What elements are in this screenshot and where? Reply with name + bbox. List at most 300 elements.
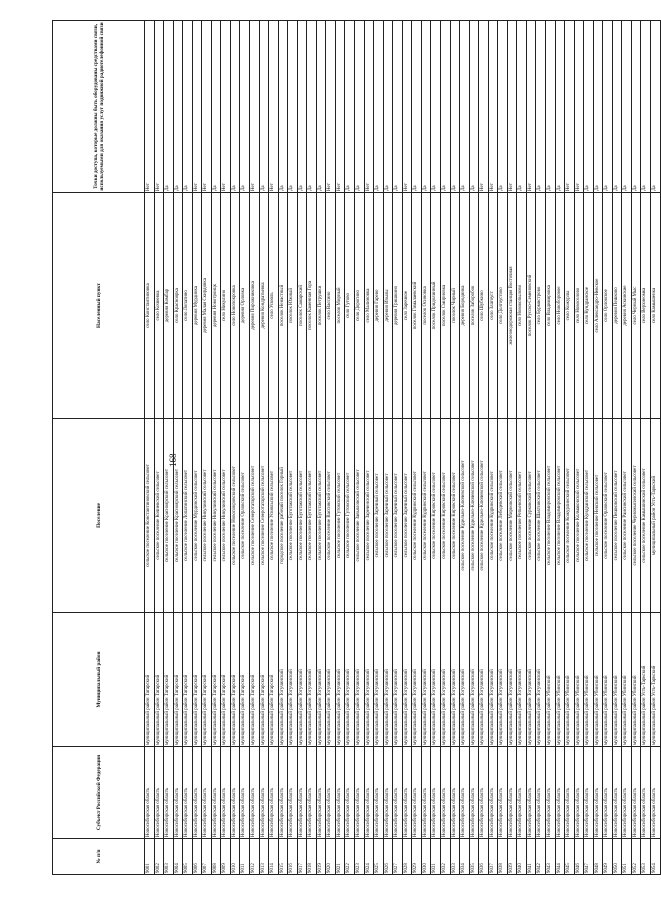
table-row bbox=[460, 21, 470, 875]
table-row bbox=[536, 21, 546, 875]
cell-subject: Новосибирская область bbox=[574, 747, 584, 839]
cell-locality: село Ускюль bbox=[269, 193, 279, 419]
cell-municipal: муниципальный район Убинский bbox=[555, 613, 565, 747]
cell-num: 9007 bbox=[202, 839, 212, 875]
cell-num: 9034 bbox=[460, 839, 470, 875]
table-row bbox=[278, 21, 288, 875]
cell-num: 9008 bbox=[211, 839, 221, 875]
cell-subject: Новосибирская область bbox=[479, 747, 489, 839]
cell-locality: село Красноярка bbox=[173, 193, 183, 419]
cell-locality: железнодорожная станция Восточная bbox=[507, 193, 517, 419]
cell-num: 9047 bbox=[584, 839, 594, 875]
cell-num: 9029 bbox=[412, 839, 422, 875]
table-row bbox=[469, 21, 479, 875]
cell-settlement: сельское поселение Новопокровский сельсовет bbox=[230, 419, 240, 613]
cell-municipal: муниципальный район Татарский bbox=[202, 613, 212, 747]
cell-subject: Новосибирская область bbox=[565, 747, 575, 839]
cell-subject: Новосибирская область bbox=[364, 747, 374, 839]
cell-settlement: сельское поселение Кудринский сельсовет bbox=[421, 419, 431, 613]
cell-answer: Нет bbox=[202, 21, 212, 193]
cell-settlement: сельское поселение Камышинский сельсовет bbox=[641, 419, 651, 613]
table-row bbox=[650, 21, 660, 875]
cell-answer: Нет bbox=[479, 21, 489, 193]
cell-settlement: сельское поселение Кировский сельсовет bbox=[440, 419, 450, 613]
cell-subject: Новосибирская область bbox=[545, 747, 555, 839]
cell-settlement: сельское поселение Сурковский сельсовет bbox=[526, 419, 536, 613]
table-row bbox=[259, 21, 269, 875]
cell-settlement: сельское поселение Зареченский сельсовет bbox=[364, 419, 374, 613]
cell-answer: Да bbox=[307, 21, 317, 193]
cell-locality: село Кочневка bbox=[154, 193, 164, 419]
cell-num: 9025 bbox=[374, 839, 384, 875]
cell-settlement: сельское поселение Кундранский сельсовет bbox=[584, 419, 594, 613]
cell-locality: село Кожурлы bbox=[565, 193, 575, 419]
cell-locality: село Златоуст bbox=[488, 193, 498, 419]
table-row bbox=[355, 21, 365, 875]
cell-locality: село Новопокровка bbox=[230, 193, 240, 419]
cell-answer: Да bbox=[164, 21, 174, 193]
cell-answer: Да bbox=[259, 21, 269, 193]
cell-locality: деревня Малая Скирдянка bbox=[202, 193, 212, 419]
table-row bbox=[612, 21, 622, 875]
cell-municipal: муниципальный район Татарский bbox=[269, 613, 279, 747]
cell-settlement: сельское поселение Владимировский сельсовет bbox=[555, 419, 565, 613]
cell-locality: село Новокопылово bbox=[517, 193, 527, 419]
cell-municipal: муниципальный район Убинский bbox=[584, 613, 594, 747]
cell-subject: Новосибирская область bbox=[288, 747, 298, 839]
cell-settlement: сельское поселение Буготакский сельсовет bbox=[316, 419, 326, 613]
cell-answer: Да bbox=[603, 21, 613, 193]
cell-num: 9053 bbox=[641, 839, 651, 875]
cell-num: 9009 bbox=[221, 839, 231, 875]
cell-num: 9013 bbox=[259, 839, 269, 875]
header-row bbox=[53, 21, 145, 875]
cell-municipal: муниципальный район Усть-Таркский bbox=[650, 613, 660, 747]
cell-answer: Да bbox=[240, 21, 250, 193]
cell-num: 9003 bbox=[164, 839, 174, 875]
cell-locality: поселок Самарский bbox=[297, 193, 307, 419]
cell-locality: село Малиновка bbox=[364, 193, 374, 419]
cell-locality: село Гутово bbox=[345, 193, 355, 419]
cell-locality: поселок Придолинный bbox=[431, 193, 441, 419]
cell-locality: деревня Пешково bbox=[612, 193, 622, 419]
table-row bbox=[269, 21, 279, 875]
cell-municipal: муниципальный район Тогучинский bbox=[297, 613, 307, 747]
cell-num: 9042 bbox=[536, 839, 546, 875]
cell-locality: деревня Гарево bbox=[374, 193, 384, 419]
cell-answer: Да bbox=[355, 21, 365, 193]
table-row bbox=[364, 21, 374, 875]
cell-answer: Нет bbox=[565, 21, 575, 193]
cell-locality: село Долгоустово bbox=[498, 193, 508, 419]
cell-settlement: сельское поселение Кудельно-Ключевской сельсовет bbox=[469, 419, 479, 613]
cell-subject: Новосибирская область bbox=[183, 747, 193, 839]
table-row bbox=[517, 21, 527, 875]
table-row bbox=[622, 21, 632, 875]
cell-locality: село Бурмистрово bbox=[536, 193, 546, 419]
cell-answer: Да bbox=[612, 21, 622, 193]
table-row bbox=[154, 21, 164, 875]
cell-municipal: муниципальный район Тогучинский bbox=[307, 613, 317, 747]
cell-answer: Да bbox=[517, 21, 527, 193]
cell-municipal: муниципальный район Тогучинский bbox=[374, 613, 384, 747]
cell-num: 9012 bbox=[250, 839, 260, 875]
table-row bbox=[450, 21, 460, 875]
cell-subject: Новосибирская область bbox=[374, 747, 384, 839]
cell-locality: село Орловское bbox=[603, 193, 613, 419]
cell-municipal: муниципальный район Тогучинский bbox=[526, 613, 536, 747]
cell-subject: Новосибирская область bbox=[211, 747, 221, 839]
cell-answer: Да bbox=[650, 21, 660, 193]
cell-answer: Да bbox=[421, 21, 431, 193]
cell-num: 9011 bbox=[240, 839, 250, 875]
table-row bbox=[565, 21, 575, 875]
cell-answer: Да bbox=[393, 21, 403, 193]
cell-subject: Новосибирская область bbox=[316, 747, 326, 839]
table-row bbox=[631, 21, 641, 875]
cell-num: 9010 bbox=[230, 839, 240, 875]
cell-municipal: муниципальный район Тогучинский bbox=[412, 613, 422, 747]
cell-subject: Новосибирская область bbox=[555, 747, 565, 839]
cell-municipal: муниципальный район Татарский bbox=[145, 613, 155, 747]
cell-subject: Новосибирская область bbox=[307, 747, 317, 839]
cell-subject: Новосибирская область bbox=[383, 747, 393, 839]
cell-settlement: сельское поселение Никулинский сельсовет bbox=[221, 419, 231, 613]
cell-settlement: сельское поселение Гутовский сельсовет bbox=[335, 419, 345, 613]
cell-locality: село Кундранское bbox=[584, 193, 594, 419]
cell-locality: поселок Смирновка bbox=[440, 193, 450, 419]
cell-locality: деревня Кондратьевка bbox=[259, 193, 269, 419]
cell-num: 9022 bbox=[345, 839, 355, 875]
cell-answer: Нет bbox=[574, 21, 584, 193]
cell-municipal: муниципальный район Татарский bbox=[173, 613, 183, 747]
cell-subject: Новосибирская область bbox=[230, 747, 240, 839]
cell-locality: поселок Южный bbox=[288, 193, 298, 419]
cell-num: 9039 bbox=[507, 839, 517, 875]
cell-answer: Да bbox=[622, 21, 632, 193]
cell-settlement: сельское поселение Репьевский сельсовет bbox=[517, 419, 527, 613]
cell-municipal: муниципальный район Тогучинский bbox=[393, 613, 403, 747]
cell-num: 9014 bbox=[269, 839, 279, 875]
cell-answer: Да bbox=[469, 21, 479, 193]
cell-num: 9040 bbox=[517, 839, 527, 875]
table-row bbox=[507, 21, 517, 875]
cell-locality: село Александро-Невское bbox=[593, 193, 603, 419]
cell-subject: Новосибирская область bbox=[469, 747, 479, 839]
cell-answer: Да bbox=[641, 21, 651, 193]
cell-municipal: муниципальный район Тогучинский bbox=[345, 613, 355, 747]
cell-settlement: сельское поселение Раисинский сельсовет bbox=[622, 419, 632, 613]
cell-municipal: муниципальный район Тогучинский bbox=[355, 613, 365, 747]
cell-num: 9017 bbox=[297, 839, 307, 875]
cell-municipal: муниципальный район Татарский bbox=[240, 613, 250, 747]
cell-municipal: муниципальный район Тогучинский bbox=[431, 613, 441, 747]
cell-municipal: муниципальный район Убинский bbox=[612, 613, 622, 747]
table-row bbox=[211, 21, 221, 875]
cell-locality: поселок Русско-Семеновский bbox=[526, 193, 536, 419]
cell-settlement: сельское поселение Орловский сельсовет bbox=[603, 419, 613, 613]
cell-num: 9048 bbox=[593, 839, 603, 875]
cell-municipal: муниципальный район Убинский bbox=[593, 613, 603, 747]
cell-subject: Новосибирская область bbox=[612, 747, 622, 839]
table-row bbox=[584, 21, 594, 875]
cell-answer: Нет bbox=[250, 21, 260, 193]
cell-num: 9041 bbox=[526, 839, 536, 875]
cell-subject: Новосибирская область bbox=[335, 747, 345, 839]
cell-answer: Да bbox=[584, 21, 594, 193]
cell-num: 9018 bbox=[307, 839, 317, 875]
cell-answer: Да bbox=[211, 21, 221, 193]
cell-num: 9030 bbox=[421, 839, 431, 875]
cell-locality: поселок Заборобок bbox=[469, 193, 479, 419]
settlements-table bbox=[52, 20, 661, 875]
cell-answer: Нет bbox=[364, 21, 374, 193]
cell-settlement: сельское поселение Гутовский сельсовет bbox=[345, 419, 355, 613]
table-row bbox=[593, 21, 603, 875]
cell-num: 9019 bbox=[316, 839, 326, 875]
cell-settlement: сельское поселение Мирновский сельсовет bbox=[507, 419, 517, 613]
table-header bbox=[53, 21, 145, 875]
header-locality: Населенный пункт bbox=[53, 193, 145, 419]
table-row bbox=[288, 21, 298, 875]
cell-answer: Да bbox=[173, 21, 183, 193]
cell-num: 9028 bbox=[402, 839, 412, 875]
cell-num: 9015 bbox=[278, 839, 288, 875]
cell-answer: Да bbox=[631, 21, 641, 193]
cell-locality: село Шубкино bbox=[479, 193, 489, 419]
cell-answer: Да bbox=[431, 21, 441, 193]
cell-num: 9037 bbox=[488, 839, 498, 875]
cell-settlement: сельское поселение Лебедевский сельсовет bbox=[498, 419, 508, 613]
cell-answer: Нет bbox=[221, 21, 231, 193]
cell-answer: Да bbox=[412, 21, 422, 193]
cell-subject: Новосибирская область bbox=[650, 747, 660, 839]
cell-settlement: сельское поселение Заречный сельсовет bbox=[374, 419, 384, 613]
cell-municipal: муниципальный район Усть-Таркский bbox=[641, 613, 651, 747]
table-row bbox=[297, 21, 307, 875]
cell-locality: деревня Мурдинка bbox=[192, 193, 202, 419]
cell-settlement: сельское поселение Завьяловский сельсовет bbox=[355, 419, 365, 613]
table-row bbox=[498, 21, 508, 875]
cell-settlement: сельское поселение Кожурлинский сельсовет bbox=[565, 419, 575, 613]
cell-num: 9045 bbox=[565, 839, 575, 875]
cell-settlement: сельское поселение Никулинский сельсовет bbox=[202, 419, 212, 613]
cell-answer: Да bbox=[230, 21, 240, 193]
cell-subject: Новосибирская область bbox=[355, 747, 365, 839]
cell-settlement: сельское поселение Невский сельсовет bbox=[593, 419, 603, 613]
cell-subject: Новосибирская область bbox=[240, 747, 250, 839]
cell-num: 9043 bbox=[545, 839, 555, 875]
cell-subject: Новосибирская область bbox=[517, 747, 527, 839]
cell-subject: Новосибирская область bbox=[164, 747, 174, 839]
table-row bbox=[393, 21, 403, 875]
cell-locality: село Дорогино bbox=[355, 193, 365, 419]
cell-subject: Новосибирская область bbox=[450, 747, 460, 839]
cell-municipal: муниципальный район Тогучинский bbox=[498, 613, 508, 747]
cell-subject: Новосибирская область bbox=[488, 747, 498, 839]
cell-municipal: муниципальный район Тогучинский bbox=[460, 613, 470, 747]
cell-num: 9026 bbox=[383, 839, 393, 875]
cell-locality: село Константиновка bbox=[145, 193, 155, 419]
cell-municipal: муниципальный район Татарский bbox=[154, 613, 164, 747]
table-row bbox=[402, 21, 412, 875]
table-row bbox=[183, 21, 193, 875]
cell-answer: Да bbox=[440, 21, 450, 193]
cell-answer: Да bbox=[498, 21, 508, 193]
cell-locality: село Новоборовое bbox=[555, 193, 565, 419]
cell-locality: поселок Ненастный bbox=[278, 193, 288, 419]
cell-subject: Новосибирская область bbox=[431, 747, 441, 839]
cell-municipal: муниципальный район Тогучинский bbox=[383, 613, 393, 747]
cell-answer: Да bbox=[278, 21, 288, 193]
cell-subject: Новосибирская область bbox=[641, 747, 651, 839]
cell-subject: Новосибирская область bbox=[250, 747, 260, 839]
cell-answer: Нет bbox=[326, 21, 336, 193]
cell-subject: Новосибирская область bbox=[192, 747, 202, 839]
cell-settlement: сельское поселение Северотатарский сельсовет bbox=[250, 419, 260, 613]
cell-locality: село Верхнеомка bbox=[641, 193, 651, 419]
table-row bbox=[221, 21, 231, 875]
cell-subject: Новосибирская область bbox=[259, 747, 269, 839]
cell-settlement: сельское поселение Кудринский сельсовет bbox=[488, 419, 498, 613]
cell-subject: Новосибирская область bbox=[145, 747, 155, 839]
cell-num: 9023 bbox=[355, 839, 365, 875]
cell-answer: Да bbox=[545, 21, 555, 193]
cell-answer: Нет bbox=[269, 21, 279, 193]
cell-answer: Нет bbox=[145, 21, 155, 193]
cell-subject: Новосибирская область bbox=[584, 747, 594, 839]
cell-municipal: муниципальный район Татарский bbox=[164, 613, 174, 747]
table-row bbox=[240, 21, 250, 875]
cell-num: 9046 bbox=[574, 839, 584, 875]
cell-locality: село Черный Мыс bbox=[631, 193, 641, 419]
cell-answer: Да bbox=[450, 21, 460, 193]
table-row bbox=[440, 21, 450, 875]
cell-subject: Новосибирская область bbox=[326, 747, 336, 839]
cell-municipal: муниципальный район Тогучинский bbox=[278, 613, 288, 747]
cell-municipal: муниципальный район Тогучинский bbox=[316, 613, 326, 747]
cell-municipal: муниципальный район Тогучинский bbox=[536, 613, 546, 747]
header-subject: Субъект Российской Федерации bbox=[53, 747, 145, 839]
cell-num: 9052 bbox=[631, 839, 641, 875]
cell-num: 9032 bbox=[440, 839, 450, 875]
cell-num: 9050 bbox=[612, 839, 622, 875]
cell-subject: Новосибирская область bbox=[269, 747, 279, 839]
cell-settlement: муниципальный район Усть-Таркский bbox=[650, 419, 660, 613]
cell-locality: поселок Гималаевский bbox=[412, 193, 422, 419]
cell-subject: Новосибирская область bbox=[154, 747, 164, 839]
cell-subject: Новосибирская область bbox=[173, 747, 183, 839]
cell-num: 9031 bbox=[431, 839, 441, 875]
cell-settlement: сельское поселение Колмаковский сельсовет bbox=[574, 419, 584, 613]
cell-num: 9054 bbox=[650, 839, 660, 875]
cell-settlement: сельское поселение Заречный сельсовет bbox=[393, 419, 403, 613]
table-row bbox=[145, 21, 155, 875]
cell-locality: деревня Орловка bbox=[240, 193, 250, 419]
cell-locality: поселок Мирный bbox=[335, 193, 345, 419]
cell-municipal: муниципальный район Татарский bbox=[192, 613, 202, 747]
cell-municipal: муниципальный район Тогучинский bbox=[288, 613, 298, 747]
cell-locality: село Заречное bbox=[402, 193, 412, 419]
cell-answer: Да bbox=[288, 21, 298, 193]
cell-municipal: муниципальный район Татарский bbox=[250, 613, 260, 747]
table-row bbox=[202, 21, 212, 875]
table-body bbox=[145, 21, 661, 875]
cell-subject: Новосибирская область bbox=[412, 747, 422, 839]
header-municipal: Муниципальный район bbox=[53, 613, 145, 747]
cell-locality: село Лопатино bbox=[183, 193, 193, 419]
cell-num: 9036 bbox=[479, 839, 489, 875]
table-row bbox=[345, 21, 355, 875]
table-row bbox=[230, 21, 240, 875]
cell-settlement: сельское поселение Буготакский сельсовет bbox=[297, 419, 307, 613]
cell-settlement: сельское поселение Буготакский сельсовет bbox=[288, 419, 298, 613]
cell-subject: Новосибирская область bbox=[593, 747, 603, 839]
cell-subject: Новосибирская область bbox=[603, 747, 613, 839]
cell-subject: Новосибирская область bbox=[526, 747, 536, 839]
table-row bbox=[526, 21, 536, 875]
cell-answer: Нет bbox=[526, 21, 536, 193]
cell-answer: Нет bbox=[507, 21, 517, 193]
table-row bbox=[173, 21, 183, 875]
table-row bbox=[479, 21, 489, 875]
cell-municipal: муниципальный район Тогучинский bbox=[488, 613, 498, 747]
cell-answer: Нет bbox=[154, 21, 164, 193]
cell-answer: Нет bbox=[402, 21, 412, 193]
cell-municipal: муниципальный район Тогучинский bbox=[335, 613, 345, 747]
cell-municipal: муниципальный район Татарский bbox=[221, 613, 231, 747]
cell-answer: Да bbox=[345, 21, 355, 193]
cell-subject: Новосибирская область bbox=[393, 747, 403, 839]
header-num: № п/п bbox=[53, 839, 145, 875]
cell-num: 9033 bbox=[450, 839, 460, 875]
cell-municipal: муниципальный район Тогучинский bbox=[479, 613, 489, 747]
cell-answer: Да bbox=[316, 21, 326, 193]
cell-settlement: сельское поселение Заречный сельсовет bbox=[402, 419, 412, 613]
cell-municipal: муниципальный район Тогучинский bbox=[507, 613, 517, 747]
cell-subject: Новосибирская область bbox=[460, 747, 470, 839]
cell-settlement: сельское поселение Кочневский сельсовет bbox=[154, 419, 164, 613]
cell-locality: поселок Осиновка bbox=[421, 193, 431, 419]
table-row bbox=[545, 21, 555, 875]
table-row bbox=[335, 21, 345, 875]
cell-locality: деревня Пирожниковка bbox=[250, 193, 260, 419]
cell-municipal: муниципальный район Тогучинский bbox=[402, 613, 412, 747]
cell-settlement: сельское поселение Кировский сельсовет bbox=[431, 419, 441, 613]
cell-subject: Новосибирская область bbox=[402, 747, 412, 839]
cell-num: 9016 bbox=[288, 839, 298, 875]
cell-locality: поселок Каменная Гора bbox=[307, 193, 317, 419]
cell-municipal: муниципальный район Татарский bbox=[211, 613, 221, 747]
cell-answer: Да bbox=[536, 21, 546, 193]
cell-answer: Нет bbox=[335, 21, 345, 193]
cell-settlement: сельское поселение Северотатарский сельсовет bbox=[259, 419, 269, 613]
cell-municipal: муниципальный район Тогучинский bbox=[450, 613, 460, 747]
table-row bbox=[374, 21, 384, 875]
cell-settlement: сельское поселение Кудельно-Ключевской сельсовет bbox=[479, 419, 489, 613]
cell-municipal: муниципальный район Убинский bbox=[631, 613, 641, 747]
cell-municipal: муниципальный район Убинский bbox=[545, 613, 555, 747]
cell-municipal: муниципальный район Убинский bbox=[565, 613, 575, 747]
cell-num: 9027 bbox=[393, 839, 403, 875]
cell-municipal: муниципальный район Татарский bbox=[259, 613, 269, 747]
cell-subject: Новосибирская область bbox=[498, 747, 508, 839]
cell-municipal: муниципальный район Убинский bbox=[622, 613, 632, 747]
cell-subject: Новосибирская область bbox=[631, 747, 641, 839]
cell-subject: Новосибирская область bbox=[622, 747, 632, 839]
cell-settlement: сельское поселение Кировский сельсовет bbox=[450, 419, 460, 613]
cell-settlement: сельское поселение Ускюльский сельсовет bbox=[269, 419, 279, 613]
